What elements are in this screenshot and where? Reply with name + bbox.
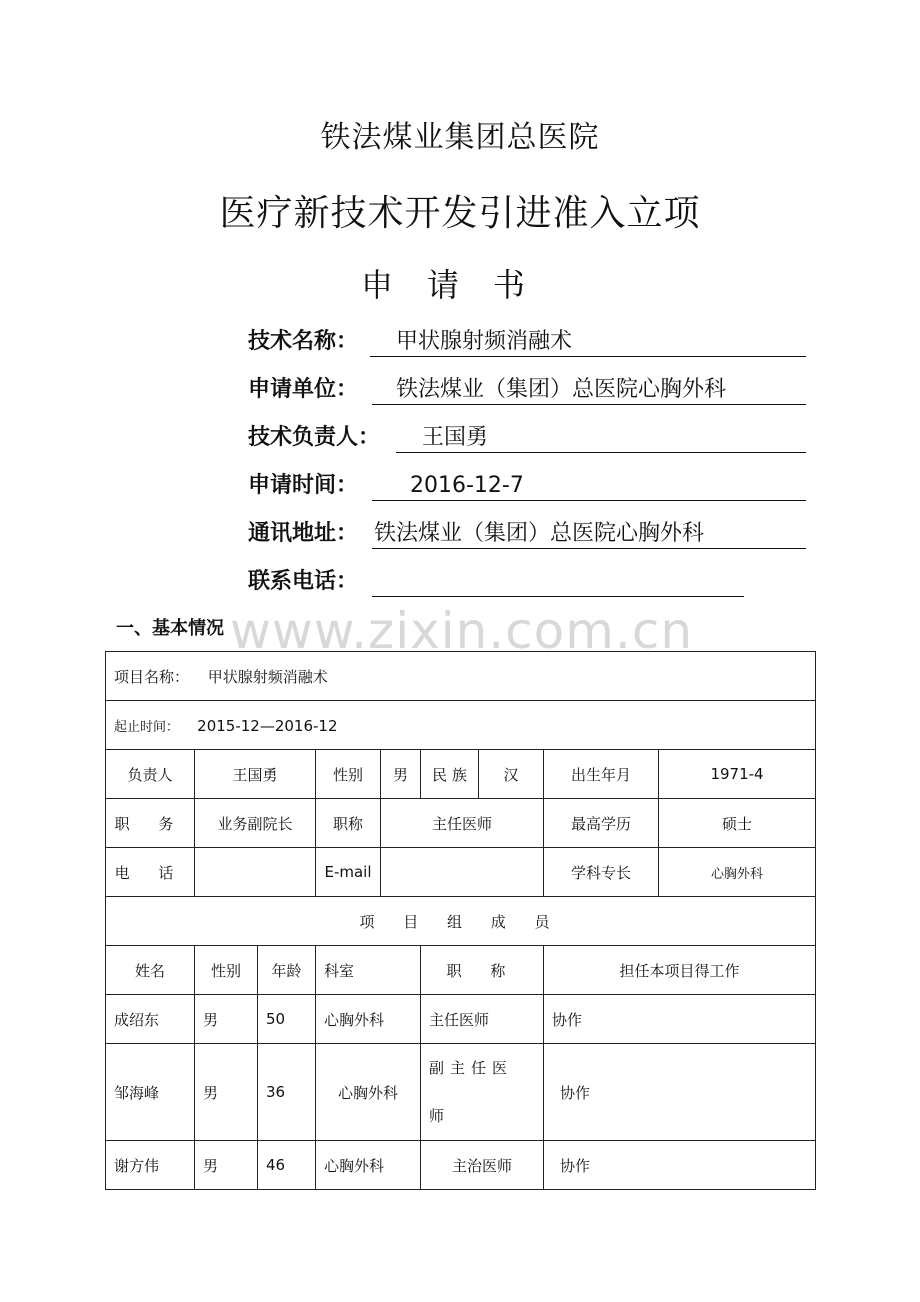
member-dept: 心胸外科 bbox=[316, 1044, 421, 1141]
column-header: 姓名 bbox=[106, 946, 195, 995]
info-value: 2016-12-7 bbox=[410, 473, 524, 498]
member-row bbox=[106, 1141, 816, 1190]
member-role: 协作 bbox=[544, 1141, 816, 1190]
member-title: 主治医师 bbox=[421, 1141, 544, 1190]
period-label: 起止时间： bbox=[114, 719, 180, 735]
info-value: 甲状腺射频消融术 bbox=[396, 329, 573, 354]
member-age: 50 bbox=[258, 995, 316, 1044]
gender-label: 性别 bbox=[316, 750, 381, 799]
member-role: 协作 bbox=[544, 995, 816, 1044]
info-value: 王国勇 bbox=[422, 425, 489, 450]
member-gender: 男 bbox=[195, 1044, 258, 1141]
specialty-label: 学科专长 bbox=[544, 848, 659, 897]
member-age: 36 bbox=[258, 1044, 316, 1141]
member-gender: 男 bbox=[195, 995, 258, 1044]
member-title: 主任医师 bbox=[421, 995, 544, 1044]
info-value: 铁法煤业（集团）总医院心胸外科 bbox=[396, 377, 727, 402]
column-header: 职 称 bbox=[421, 946, 544, 995]
title-value: 主任医师 bbox=[381, 799, 544, 848]
info-label: 申请时间： bbox=[248, 473, 359, 498]
birth-label: 出生年月 bbox=[544, 750, 659, 799]
members-header-row bbox=[106, 946, 816, 995]
birth-value: 1971-4 bbox=[659, 750, 816, 799]
member-dept: 心胸外科 bbox=[316, 1141, 421, 1190]
title-label: 职称 bbox=[316, 799, 381, 848]
leader-value: 王国勇 bbox=[195, 750, 316, 799]
member-name: 邹海峰 bbox=[106, 1044, 195, 1141]
post-value: 业务副院长 bbox=[195, 799, 316, 848]
member-gender: 男 bbox=[195, 1141, 258, 1190]
ethnic-value: 汉 bbox=[479, 750, 544, 799]
document-title: 医疗新技术开发引进准入立项 bbox=[219, 193, 701, 234]
info-label: 技术负责人： bbox=[248, 425, 381, 450]
phone-label: 电 话 bbox=[106, 848, 195, 897]
member-title: 副主任医师 bbox=[421, 1044, 544, 1141]
info-label: 联系电话： bbox=[248, 569, 359, 594]
table-row bbox=[106, 652, 816, 701]
document-subtitle: 申请书 bbox=[360, 266, 559, 304]
period-value: 2015-12—2016-12 bbox=[197, 716, 338, 735]
email-label: E-mail bbox=[316, 848, 381, 897]
column-header: 性别 bbox=[195, 946, 258, 995]
hospital-name: 铁法煤业集团总医院 bbox=[320, 120, 600, 155]
section-title: 一、基本情况 bbox=[116, 618, 224, 639]
edu-value: 硕士 bbox=[659, 799, 816, 848]
info-label: 技术名称： bbox=[248, 329, 359, 354]
period-cell bbox=[106, 701, 816, 750]
post-label: 职 务 bbox=[106, 799, 195, 848]
member-name: 谢方伟 bbox=[106, 1141, 195, 1190]
gender-value: 男 bbox=[381, 750, 421, 799]
column-header: 年龄 bbox=[258, 946, 316, 995]
table-row bbox=[106, 750, 816, 799]
table-row bbox=[106, 701, 816, 750]
info-label: 通讯地址： bbox=[248, 521, 359, 546]
member-name: 成绍东 bbox=[106, 995, 195, 1044]
email-value bbox=[381, 848, 544, 897]
column-header: 担任本项目得工作 bbox=[544, 946, 816, 995]
table-row bbox=[106, 897, 816, 946]
project-name-cell bbox=[106, 652, 816, 701]
column-header: 科室 bbox=[316, 946, 421, 995]
specialty-value: 心胸外科 bbox=[659, 848, 816, 897]
table-row bbox=[106, 799, 816, 848]
member-row bbox=[106, 995, 816, 1044]
member-dept: 心胸外科 bbox=[316, 995, 421, 1044]
leader-label: 负责人 bbox=[106, 750, 195, 799]
info-label: 申请单位： bbox=[248, 377, 359, 402]
watermark: www.zixin.com.cn bbox=[230, 602, 694, 660]
member-row bbox=[106, 1044, 816, 1141]
phone-value bbox=[195, 848, 316, 897]
ethnic-label: 民 族 bbox=[421, 750, 479, 799]
members-heading: 项 目 组 成 员 bbox=[106, 897, 816, 946]
project-name-value: 甲状腺射频消融术 bbox=[207, 667, 328, 686]
member-role: 协作 bbox=[544, 1044, 816, 1141]
table-row bbox=[106, 848, 816, 897]
member-age: 46 bbox=[258, 1141, 316, 1190]
edu-label: 最高学历 bbox=[544, 799, 659, 848]
project-name-label: 项目名称： bbox=[114, 667, 190, 686]
info-value: 铁法煤业（集团）总医院心胸外科 bbox=[374, 521, 705, 546]
underline bbox=[372, 562, 744, 597]
basic-info-table bbox=[105, 651, 816, 1190]
